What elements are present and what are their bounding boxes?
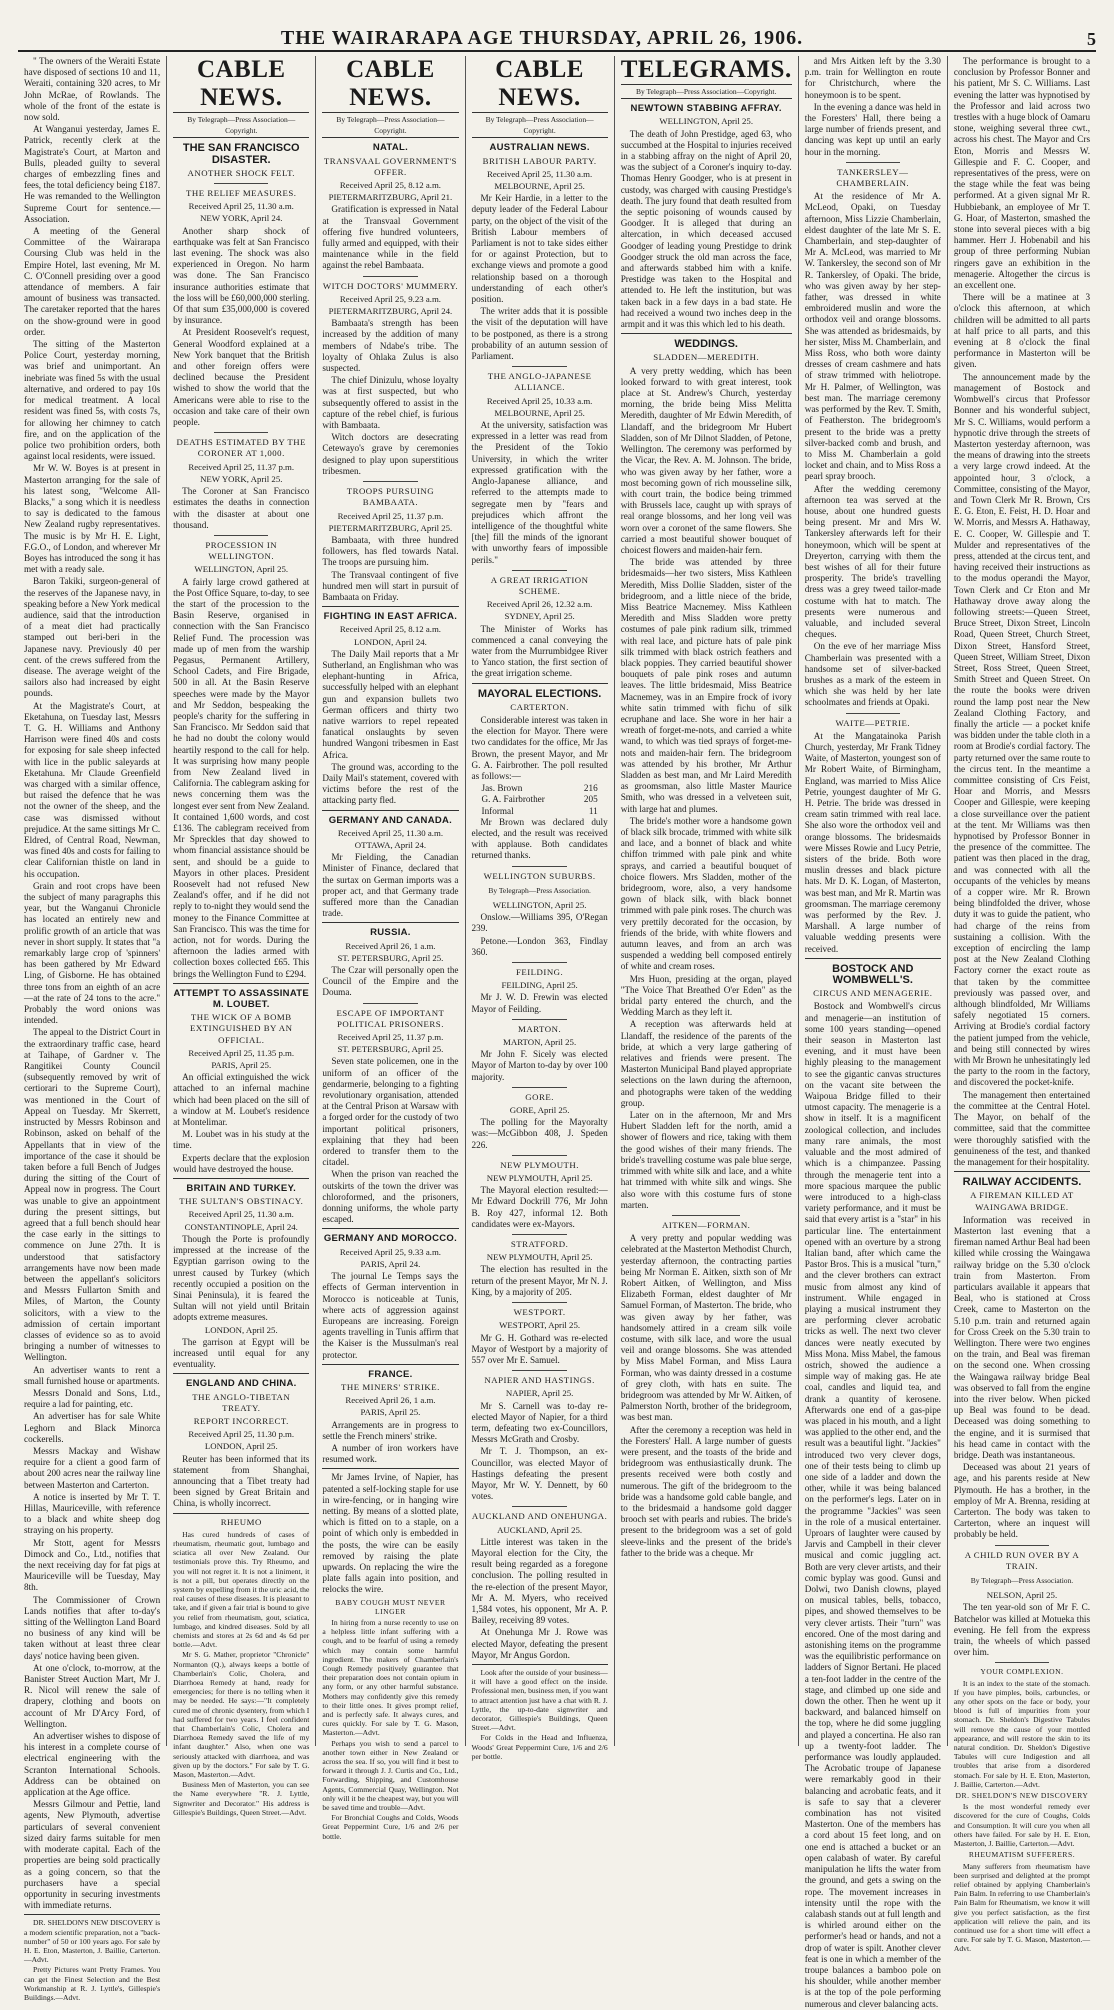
paragraph: The chief Dinizulu, whose loyalty was at first suspected, but who subsequently offered to assist in the capture of the rebel chief, is furious with Bambaata. <box>322 375 459 431</box>
placeline: SYDNEY, April 25. <box>504 611 575 622</box>
paragraph: An advertiser wants to rent a small furnished house or apartments. <box>24 1364 161 1386</box>
paragraph: Mrs Huon, presiding at the organ, played "The Voice That Breathed O'er Eden" as the bridal party entered the church, and the Wedding March as they left it. <box>620 973 792 1018</box>
article-heading: THE SAN FRANCISCO DISASTER. <box>182 142 300 166</box>
paragraph: Petone.—London 363, Findlay 360. <box>471 935 608 957</box>
page-number: 5 <box>1087 29 1096 49</box>
paragraph: After the wedding ceremony afternoon tea was served at the house, about one hundred guests being present. Mr and Mrs W. Tankersley afterwards left for their honeymoon, which will be spent at Dreyerton, carrying with them the best wishes of all for their future prosperity. The bride's travelling dress was a grey tweed tailor-made costume with hat to match. The presents were numerous and valuable, and included several cheques. <box>804 483 941 640</box>
dateline: Received April 25, 11.30 a.m. <box>188 1209 294 1220</box>
column-cable-news-1 <box>167 56 316 1817</box>
paragraph: The Transvaal contingent of five hundred men will start in pursuit of Bambaata on Friday. <box>322 569 459 602</box>
placeline: CONSTANTINOPLE, April 24. <box>184 1221 298 1232</box>
article-heading: GERMANY AND CANADA. <box>328 814 453 826</box>
placeline: WELLINGTON, April 25. <box>194 564 289 575</box>
byline: By Telegraph—Press Association. <box>970 1576 1074 1586</box>
dateline: Received April 25, 11.37 p.m. <box>188 461 295 472</box>
column-weddings-circus <box>799 56 948 2009</box>
paragraph: An official extinguished the wick attached to an infernal machine which had been placed on the sill of a window at M. Loubet's residence at Montelimar. <box>173 1072 310 1128</box>
advert-heading: YOUR COMPLEXION. <box>980 1667 1064 1677</box>
paragraph: The announcement made by the management of Bostock and Wombwell's circus that Professor Bonner and his wonderful subject, Mr S. C. Williams, would perform a hypnotic drive through the streets of Masterton yesterday afternoon, was the means of drawing into the streets a very large crowd indeed. At the appointed hour, 3 o'clock, a Committee, consisting of the Mayor, and Town Clerk Mr R. Brown, Crs E. G. Eton, E. Feist, H. D. Hoar and W. Morris, and Messrs A. Hathaway, E. C. Cooper, W. Gillespie and T. Mulder and representatives of the press, attended at the circus tent, and having received their instructions as to the modus operandi the Mayor, Town Clerk and Cr Eton and Mr Hathaway drove away along the following streets:—Queen Street, Bruce Street, Dixon Street, Lincoln Road, Queen Street, Church Street, Dixon Street, Hansford Street, Queen Street, William Street, Dixon Street, Ross Street, Queen Street, Smith Street and Queen Street. On the route the books were driven round the lamp post near the New Zealand Clothing Factory, and finally the article — a pocket knife was bidden under the table cloth in a room at Brodie's cordial factory. The party returned over the same route to the circus tent. In the meantime a committee consisting of Crs Feist, Hoar and Morris, and Messrs Cooper and Gillespie, were keeping a close surveillance over the patient at the tent. Mr Williams was then hypnotised by Professor Bonner in the presence of the committee. The patient was then placed in the drag, and was connected with all the occupants of the vehicles by means of a copper wire. Mr R. Brown being blindfolded the driver, whose duty it was to guide the patient, who had charge of the reins from sustaining a collision. With the exception of encircling the lamp post at the New Zealand Clothing Factory corner the exact route as that taken by the committee previously was passed over, and although blindfolded, Mr Williams safely negotiated 15 corners. Arriving at Brodie's cordial factory the patient jumped from the vehicle, and being still connected by wires with Mr Brown he unhesitatingly led the party to the room in the factory, and discovered the pocket-knife. <box>953 371 1091 1088</box>
masthead <box>18 16 1096 52</box>
paragraph: The sitting of the Masterton Police Court, yesterday morning, was brief and unimportant. An inebriate was fined 5s with the usual alternative, and ordered to pay 10s for medical treatment. A local resident was fined 5s, with costs 7s, for allowing her chimney to catch fire, and on the application of the police two prohibition orders, both against local residents, were issued. <box>24 339 161 462</box>
subheading: AUCKLAND AND ONEHUNGA. <box>471 1511 608 1522</box>
placeline: NEW YORK, April 25. <box>200 473 283 484</box>
placeline: PIETERMARITZBURG, April 25. <box>328 522 453 533</box>
subheading: NAPIER AND HASTINGS. <box>484 1375 595 1386</box>
subheading: THE ANGLO-JAPANESE ALLIANCE. <box>487 371 592 393</box>
subheading: THE RELIEF MEASURES. <box>186 188 297 199</box>
paragraph: A very pretty wedding, which has been looked forward to with great interest, took place at St. Andrew's Church, yesterday morning, the bride being Miss Melitta Meredith, daughter of Mr Edwin Meredith, of Llandaff, and the bridegroom Mr Hubert Sladden, son of Mr Dilnot Sladden, of Petone, Wellington. The ceremony was performed by the Vicar, the Rev. A. M. Johnson. The bride, who was given away by her father, wore a most becoming gown of rich mousseline silk, with court train, the bodice being trimmed with Brussels lace, caught up with sprays of real orange blossoms, and her long veil was worn over a coronet of the same flowers. She carried a most beautiful shower bouquet of choicest flowers and maiden-hair fern. <box>620 365 792 555</box>
paragraph: At one o'clock, to-morrow, at the Banister Street Auction Mart, Mr J. R. Nicol will renew the sale of drapery, clothing and boots on account of Mr D'Arcy Ford, of Wellington. <box>24 1662 161 1729</box>
paragraph: At President Roosevelt's request, General Woodford explained at a New York banquet that the British and other foreign offers were declined because the President wished to show the world that the Americans were able to rise to the occasion and take care of their own people. <box>173 327 310 428</box>
subheading: BRITISH LABOUR PARTY. <box>482 155 597 166</box>
paragraph: The polling for the Mayoralty was:—McGibbon 408, J. Speden 226. <box>471 1117 608 1150</box>
dateline: Received April 25, 9.33 a.m. <box>339 1246 441 1257</box>
article-heading: RAILWAY ACCIDENTS. <box>962 1176 1082 1189</box>
subheading: THE MINERS' STRIKE. <box>341 1381 440 1392</box>
dateline: Received April 26, 1 a.m. <box>345 940 436 951</box>
placeline: WESTPORT, April 25. <box>499 1320 581 1331</box>
section-banner: TELEGRAMS. <box>620 56 792 83</box>
subheading: A CHILD RUN OVER BY A TRAIN. <box>964 1549 1080 1571</box>
subheading: AITKEN—FORMAN. <box>662 1219 751 1230</box>
paragraph: The bride was attended by three bridesmaids—her two sisters, Miss Kathleen Meredith, Miss Dollie Sladden, sister of the bridegroom, and a little niece of the bride, Miss Beatrice Macnemey. Miss Kathleen Meredith and Miss Sladden wore pretty costumes of pale pink radium silk, trimmed with real lace, and picture hats of pale pink silk trimmed with black ostrich feathers and black poppies. They carried beautiful shower bouquets of pale pink roses and autumn leaves. The little bridesmaid, Miss Beatrice Macnemey, was in an Empire frock of ivory white satin trimmed with fichu of silk ecruphane and lace. She wore in her hair a wreath of forget-me-nots, and carried a white wand, to which was tied sprays of forget-me-nots and maiden-hair fern. The bridegroom was attended by his brother, Mr Arthur Sladden as best man, and Mr Laird Meredith as groomsman, also little Master Maurice Smith, who was dressed in a velveteen suit, with large hat and plumes. <box>620 557 792 814</box>
placeline: NAPIER, April 25. <box>505 1388 574 1399</box>
article-heading: GERMANY AND MOROCCO. <box>323 1233 458 1245</box>
advert: DR. SHELDON'S NEW DISCOVERY is a modern scientific preparation, not a "back-number" of 50 or 100 years ago. For sale by H. E. Eton, Masterton, J. Baillie, Carterton.—Advt. <box>24 1918 161 1965</box>
subheading: MARTON. <box>518 1023 562 1034</box>
section-banner: CABLE NEWS. <box>173 56 309 113</box>
subheading: TRANSVAAL GOVERNMENT'S OFFER. <box>323 155 457 177</box>
subheading: TROOPS PURSUING BAMBAATA. <box>346 486 435 508</box>
byline: By Telegraph—Press Association—Copyright. <box>322 113 458 138</box>
paragraph: When the prison van reached the outskirts of the town the driver was chloroformed, and the prisoners, donning uniforms, the whole party escaped. <box>322 1169 459 1225</box>
placeline: LONDON, April 25. <box>204 1324 278 1335</box>
byline: By Telegraph—Press Association—Copyright. <box>472 113 608 138</box>
paragraph: Reuter has been informed that its statement from Shanghai, announcing that a Tibet treaty had been signed by Great Britain and China, is wholly incorrect. <box>173 1453 310 1509</box>
subheading: ANOTHER SHOCK FELT. <box>187 167 295 178</box>
paragraph: An advertiser wishes to dispose of his interest in a complete course of electrical engineering with the Scranton International Schools. Address can be obtained on application at the Age office. <box>24 1731 161 1798</box>
advert-heading: RHEUMATISM SUFFERERS. <box>968 1850 1076 1860</box>
poll-row <box>482 794 598 805</box>
placeline: LONDON, April 25. <box>204 1441 278 1452</box>
paragraph: Arrangements are in progress to settle the French miners' strike. <box>322 1419 459 1441</box>
paragraph: The Daily Mail reports that a Mr Sutherland, an Englishman who was elephant-hunting in Africa, successfully helped with an elephant gun and expansion bullets two German officers and thirty two native warriors to repel repeated fanatical onslaughts by seven hundred Wangoni tribesmen in East Africa. <box>322 648 459 760</box>
advert: Look after the outside of your business—it will have a good effect on the inside. Professional men, business men, if you want to attract attention just have a chat with R. J. Lyttle, the up-to-date signwriter and decorator, Gillespie's Buildings, Queen Street.—Advt. <box>471 1667 608 1733</box>
advert-heading: DR. SHELDON'S NEW DISCOVERY <box>955 1791 1089 1801</box>
advert: Business Men of Masterton, you can see the Name everywhere "R. J. Lyttle, Signwriter and Decorator." His address is Gillespie's Buildings, Queen Street.—Advt. <box>173 1780 310 1817</box>
dateline: Received April 25, 10.33 a.m. <box>486 395 593 406</box>
dateline: Received April 25, 8.12 a.m. <box>339 624 441 635</box>
dateline: Received April 25, 8.12 a.m. <box>339 180 441 191</box>
placeline: MELBOURNE, April 25. <box>494 407 585 418</box>
placeline: NEW PLYMOUTH, April 25. <box>486 1252 593 1263</box>
paragraph: Mr Fielding, the Canadian Minister of Finance, declared that the surtax on German imports was a proper act, and that Germany trade suffered more than the Canadian trade. <box>322 852 459 919</box>
poll-candidate: Informal <box>481 805 514 816</box>
placeline: PIETERMARITZBURG, April 21. <box>328 192 453 203</box>
article-heading: RUSSIA. <box>370 927 411 939</box>
subheading: WELLINGTON SUBURBS. <box>483 870 596 881</box>
article-heading: FRANCE. <box>368 1368 413 1380</box>
article-heading: ENGLAND AND CHINA. <box>185 1378 297 1390</box>
advert: Many sufferers from rheumatism have been surprised and delighted at the prompt relief obtained by applying Chamberlain's Pain Balm. In referring to use Chamberlain's Pain Balm for Rheumatism, we know it will give you perfect satisfaction, as the first application will relieve the pain, and its continued use for a short time will effect a cure. For sale by T. G. Mason, Masterton.—Advt. <box>953 1861 1091 1954</box>
subheading: NEW PLYMOUTH. <box>500 1159 579 1170</box>
placeline: NEW YORK, April 24. <box>200 213 283 224</box>
subheading: WITCH DOCTORS' MUMMERY. <box>322 280 459 291</box>
subheading: THE SULTAN'S OBSTINACY. <box>179 1196 304 1207</box>
placeline: NEW PLYMOUTH, April 25. <box>486 1173 593 1184</box>
article-heading: ATTEMPT TO ASSASSINATE M. LOUBET. <box>173 987 310 1011</box>
paragraph: Experts declare that the explosion would have destroyed the house. <box>173 1152 310 1174</box>
masthead-title: THE WAIRARAPA AGE THURSDAY, APRIL 26, 1906. <box>280 27 804 49</box>
paragraph: Information was received in Masterton last evening that a fireman named Arthur Beal had been killed while crossing the Waingawa railway bridge on the 5.30 o'clock train from Masterton. From particulars available it appears that Beal, who is stationed at Cross Creek, came to Masterton on the 5.10 p.m. train and returned again for Cross Creek on the 5.30 train to Wellington. There were two engines on the train, and Beal was fireman on the second one. When crossing the Waingawa railway bridge Beal was observed to fall from the engine into the river below. When picked up Beal was found to be dead. Deceased was doing something to the engine, and it is surmised that his head came in contact with the bridge. Death was instantaneous. <box>953 1214 1091 1460</box>
paragraph: A fairly large crowd gathered at the Post Office Square, to-day, to see the start of the procession to the Basin Reserve, organised in connection with the San Francisco Relief Fund. The procession was made up of men from the warship Pegasus, Permanent Artillery, School Cadets, and Fire Brigade, 500 in all. At the Basin Reserve speeches were made by the Mayor and Mr Seddon, bespeaking the people's charity for the suffering in San Francisco. Mr Seddon said that he had no doubt the colony would heartily respond to the call for help. It was surprising how many people from New Zealand lived in California. The cablegram asking for news concerning them was the longest ever sent from New Zealand. It contained 1,600 words, and cost £136. The cablegram received from Mr Spreckles that day showed to whom financial assistance should be sent, and should be a guide to Mayors in other places. President Roosevelt had not refused New Zealand's offer, and if he did not reply to to-night they would send the money to the Finance Committee at San Francisco. This was the time for action, not for words. During the afternoon the ladies armed with collection boxes collected £65. This brings the Wellington Fund to £294. <box>173 576 310 979</box>
paragraph: The appeal to the District Court in the extraordinary traffic case, heard at Taihape, of Gardner v. The Rangitikei County Council (subsequently removed by writ of certiorari to the Supreme Court), was mentioned in the Court of Appeal on Tuesday. Mr Skerrett, instructed by Messrs Robinson and Robinson, asked on behalf of the Appellants that in view of the importance of the case it should be taken before a full Bench of Judges during the sitting of the Court of Appeal now in progress. The Court was unable to give an appointment during the present sittings, but agreed that a full bench should hear the case early in the sittings to commence on June 27th. It is understood that satisfactory arrangements have now been made between the appellant's solicitors and Messrs Fullarton Smith and Miles, of Marton, the County solicitors, with a view to the admission of certain important classes of evidence so as to avoid bringing a number of witnesses to Wellington. <box>24 1027 161 1363</box>
placeline: FEILDING, April 25. <box>501 980 578 991</box>
paragraph: At Onehunga Mr J. Rowe was elected Mayor, defeating the present Mayor, Mr Angus Gordon. <box>471 1627 608 1660</box>
placeline: MELBOURNE, April 25. <box>494 181 585 192</box>
placeline: ST. PETERSBURG, April 25. <box>337 952 444 963</box>
paragraph: " The owners of the Weraiti Estate have disposed of sections 10 and 11, Weraiti, containing 320 acres, to Mr John McRae, of Rowlands. The whole of the front of the estate is now sold. <box>24 56 161 123</box>
paragraph: Mr W. W. Boyes is at present in Masterton arranging for the sale of his latest song, "Welcome All-Blacks," a song which it is needless to say is dedicated to the famous New Zealand rugby representatives. The music is by Mr H. E. Light, F.G.O., of London, and wherever Mr Boyes has introduced the song it has met with a ready sale. <box>24 463 161 575</box>
subheading: WAITE—PETRIE. <box>835 717 911 728</box>
dateline: Received April 25, 11.37 p.m. <box>337 1032 444 1043</box>
placeline: WELLINGTON, April 25. <box>492 900 587 910</box>
subheading: A FIREMAN KILLED AT WAINGAWA BRIDGE. <box>970 1190 1074 1212</box>
dateline: Received April 26, 12.32 a.m. <box>486 599 593 610</box>
article-heading: NATAL. <box>372 142 409 154</box>
poll-votes: 205 <box>583 794 598 805</box>
paragraph: The management then entertained the committee at the Central Hotel. The Mayor, on behalf of the committee, said that the committee were thoroughly satisfied with the genuineness of the test, and thanked the management for their hospitality. <box>953 1089 1091 1167</box>
subheading: A GREAT IRRIGATION SCHEME. <box>490 574 589 596</box>
advert: Perhaps you wish to send a parcel to another town either in New Zealand or across the sea. If so, you will find it best to forward it through J. J. Curtis and Co., Ltd., Forwarding, Shipping, and Customhouse Agents, Commercial Quay, Wellington. Not only will it be the cheapest way, but you will be saved time and trouble—Advt. <box>322 1738 459 1813</box>
paragraph: Mr John F. Sicely was elected Mayor of Marton to-day by over 100 majority. <box>471 1049 608 1082</box>
paragraph: Messrs Donald and Sons, Ltd., require a lad for painting, etc. <box>24 1387 161 1410</box>
paragraph: The garrison at Egypt will be increased until equal for any eventuality. <box>173 1336 310 1370</box>
dateline: Received April 26, 1 a.m. <box>345 1395 436 1406</box>
paragraph: Deceased was about 21 years of age, and his parents reside at New Plymouth. He has a brother, in the employ of Mr A. Brenna, residing at Carterton. The body was taken to Carterton, where an inquest will probably be held. <box>953 1462 1091 1540</box>
local-news-paragraphs <box>24 56 160 1911</box>
paragraph: Mr G. H. Gothard was re-elected Mayor of Westport by a majority of 557 over Mr E. Samuel. <box>471 1332 608 1365</box>
paragraph: Later on in the afternoon, Mr and Mrs Hubert Sladden left for the north, amid a shower of flowers and rice, taking with them the good wishes of their many friends. The bride's travelling costume was pale blue serge, trimmed with white silk and lace, and a white hat trimmed with white silk and wings. She also wore with this costume furs of stone marten. <box>620 1110 792 1210</box>
paragraph: The ground was, according to the Daily Mail's statement, covered with victims before the rest of the attacking party fled. <box>322 761 459 806</box>
placeline: LONDON, April 24. <box>354 636 427 647</box>
paragraph: Witch doctors are desecrating Cetewayo's grave by ceremonies designed to play upon superstitious tribesmen. <box>322 432 459 476</box>
dateline: Received April 25, 11.35 p.m. <box>188 1047 295 1058</box>
paragraph: A number of iron workers have resumed work. <box>322 1442 459 1465</box>
paragraph: A very pretty and popular wedding was celebrated at the Masterton Methodist Church, yesterday afternoon, the contracting parties being Mr Norman E. Aitken, sixth son of Mr Robert Aitken, of Wellington, and Miss Elizabeth Forman, eldest daughter of Mr Samuel Forman, of Masterton. The bride, who was given away by her father, was handsomely attired in a cream silk voile costume, with silk lace, and wore the usual veil and orange blossoms. She was attended by Miss Mabel Forman, and Miss Laura Forman, who was dainty dressed in a costume of grey cloth, with hats en suite. The bridegroom was attended by Mr W. Aitken, of Palmerston North, brother of the bridegroom, was best man. <box>620 1233 792 1423</box>
placeline: PARIS, April 25. <box>360 1407 421 1418</box>
paragraph: A meeting of the General Committee of the Wairarapa Coursing Club was held in the Empire Hotel, last evening, Mr M. C. O'Connell presiding over a good attendance of members. A fair amount of business was transacted. The caretaker reported that the hares on the show-ground were in good order. <box>24 226 161 337</box>
paragraph: Mr Stott, agent for Messrs Dimock and Co., Ltd., notifies that the next receiving day for fat pigs at Mauriceville will be Tuesday, May 8th. <box>24 1537 161 1593</box>
subheading: GORE. <box>525 1091 554 1102</box>
advert: Mr S. G. Mather, proprietor "Chronicle" Normanton (Q.), always keeps a bottle of Chamberlain's Colic, Cholera, and Diarrhoea Remedy at hand, ready for emergencies; for there is no telling when it may be needed. He says:—"It completely cured me of chronic dysentery, from which I had suffered for two years. I feel confident that Chamberlain's Colic, Cholera and Diarrhoea Remedy saved the life of my infant daughter." Also, when one was seriously attacked with diarrhoea, and was given up by the doctors." For sale by T. G. Mason, Masterton.—Advt. <box>173 1650 310 1780</box>
subheading: THE ANGLO-TIBETAN TREATY. <box>192 1391 291 1413</box>
paragraph: At the university, satisfaction was expressed in a letter was read from the President of the Tokio University, in which the writer expressed gratification with the Anglo-Japanese alliance, and referred to the attempts made to segregate men by "fears and prejudices which affront the intelligence of the thoughtful white [the] fill the minds of the ignorant with unworthy fears of impossible perils." <box>471 420 608 565</box>
paragraph: Little interest was taken in the Mayoral election for the City, the result being regarded as a foregone conclusion. The polling resulted in the re-election of the present Mayor, Mr A. M. Myers, who received 1,584 votes, his opponent, Mr A. P. Bailey, receiving 89 votes. <box>471 1536 608 1626</box>
paragraph: The performance is brought to a conclusion by Professor Bonner and his patient, Mr S. C. Williams. Last evening the latter was hypnotised by the Professor and laid across two trestles with a huge block of Oamaru stone, weighing several three cwt., across his chest. The Mayor and Crs Eton, Morris and Messrs W. Gillespie and F. C. Cooper, and representatives of the press, were on the stage while the feat was being performed. At a given signal Mr R. Hubbiebank, an employee of Mr T. G. Hoar, of Masterton, smashed the stone into several pieces with a big hammer. Herr J. Hobenabil and his group of three performing Nubian ringers gave an exhibition in the menagerie. Altogether the circus is an excellent one. <box>953 56 1091 291</box>
paragraph: Mr T. J. Thompson, an ex-Councillor, was elected Mayor of Hastings defeating the present Mayor, Mr W. Y. Dennett, by 60 votes. <box>471 1446 608 1502</box>
advert: It is an index to the state of the stomach. If you have pimples, boils, carbuncles, or any other spots on the face or body, your blood is full of impurities from your stomach. Dr. Sheldon's Digestive Tabules will remove the cause of your mottled appearance, and will restore the skin to its natural condition. Dr. Sheldon's Digestive Tabules will cure Indigestion and all troubles that arise from a disordered stomach. For sale by H. E. Eton, Masterton, J. Baillie, Carterton.—Advt. <box>953 1678 1091 1789</box>
columns <box>18 56 1096 2009</box>
dateline: Received April 25, 11.37 p.m. <box>337 510 444 521</box>
placeline: PARIS, April 24. <box>360 1258 421 1269</box>
placeline: NELSON, April 25. <box>986 1590 1058 1601</box>
paragraph: Bambaata's strength has been increased by the addition of many members of Ndabe's tribe. The loyalty of Ohlaka Zulus is also suspected. <box>322 318 459 374</box>
poll-row <box>482 806 598 817</box>
poll-row <box>482 783 598 794</box>
placeline: PARIS, April 25. <box>211 1060 272 1071</box>
paragraph: Mr S. Carnell was to-day re-elected Mayor of Napier, for a third term, defeating two ex-Councillors, Messrs McGrath and Crosby. <box>471 1400 608 1445</box>
poll-candidate: G. A. Fairbrother <box>481 794 545 805</box>
dateline: Received April 25, 11.30 a.m. <box>188 201 294 212</box>
paragraph: The writer adds that it is possible the visit of the deputation will have to be postponed, as there is a strong probability of an autumn session of Parliament. <box>471 306 608 362</box>
dateline: Received April 25, 9.23 a.m. <box>339 293 441 304</box>
paragraph: Mr Keir Hardie, in a letter to the deputy leader of the Federal Labour party, on the object of the visit of the British Labour members of Parliament is not to take sides either for or against Protection, but to exchange views and promote a good relationship based on a thorough understanding of each other's position. <box>471 193 608 305</box>
paragraph: At the Mangatainoka Parish Church, yesterday, Mr Frank Tidney Waite, of Masterton, youngest son of Mr Robert Waite, of Birmingham, England, was married to Miss Alice Petrie, youngest daughter of Mr G. H. Petrie. The bride was dressed in cream satin trimmed with real lace. She also wore the orthodox veil and orange blossoms. The bridesmaids were Misses Rowie and Lucy Petrie, sisters of the bride. Both wore muslin dresses and black picture hats. Mr D. K. Logan, of Masterton, was best man, and Mr R. Martin was groomsman. The marriage ceremony was performed by the Rev. J. Marshall. A large number of valuable wedding presents were received. <box>804 730 941 954</box>
column-local-news <box>18 56 167 2002</box>
subheading: REPORT INCORRECT. <box>193 1415 289 1426</box>
placeline: AUCKLAND, April 25. <box>497 1524 583 1535</box>
poll-candidate: Jas. Brown <box>481 783 523 794</box>
dateline: Received April 25, 11.30 p.m. <box>188 1429 295 1440</box>
paragraph: Gratification is expressed in Natal at the Transvaal Government offering five hundred volunteers, fully armed and equipped, with their maintenance while in the field against the rebel Bambaata. <box>322 204 459 271</box>
paragraph: After the ceremony a reception was held in the Foresters' Hall. A large number of guests were present, and the toasts of the bride and bridegroom was enthusiastically drunk. The presents received were both costly and numerous. The gift of the bridegroom to the bride was a handsome gold cable bangle, and to the bridesmaid a handsome gold dagger brooch set with pearls and rubies. The bride's present to the bridegroom was a set of gold sleeve-links and the present of the bride's father to the bride was a cheque. Mr <box>620 1424 792 1558</box>
paragraph: On the eve of her marriage Miss Chamberlain was presented with a handsome set of silver-backed brushes as a mark of the esteem in which she was held by her late schoolmates and friends at Opaki. <box>804 641 941 708</box>
article-heading: BRITAIN AND TURKEY. <box>186 1183 297 1195</box>
article-heading: BOSTOCK AND WOMBWELL'S. <box>832 962 914 987</box>
byline: By Telegraph—Press Association—Copyright. <box>173 113 309 138</box>
placeline: MARTON, April 25. <box>503 1037 577 1048</box>
subheading: SLADDEN—MEREDITH. <box>653 352 760 363</box>
placeline: PIETERMARITZBURG, April 24. <box>328 306 453 317</box>
paragraph: Onslow.—Williams 395, O'Regan 239. <box>471 912 608 934</box>
column-cable-news-3 <box>466 56 615 1761</box>
advert: Has cured hundreds of cases of rheumatism, rheumatic gout, lumbago and sciatica all over New Zealand. Our testimonials prove this. Try Rheumo, and you will not regret it. It is not a liniment, it is not a pill, but operates directly on the system by expelling from it the uric acid, the real causes of these diseases. It is pleasant to take, and if given a fair trial is bound to give you relief from rheumatism, gout, sciatica, lumbago, and kindred diseases. Sold by all chemists and stores at 2s 6d and 4s 6d per bottle.—Advt. <box>173 1529 310 1650</box>
paragraph: Bambaata, with three hundred followers, has fled towards Natal. The troops are pursuing him. <box>322 534 459 568</box>
paragraph: There will be a matinee at 3 o'clock this afternoon, at which children will be admitted to all parts at half price to all parts, and this evening at 8 o'clock the final performance in Masterton will be given. <box>953 292 1091 370</box>
paragraph: The Mayoral election resulted:—Mr Edward Dockrill 776, Mr John B. Roy 427, informal 12. Both candidates were ex-Mayors. <box>471 1185 608 1229</box>
paragraph: The election has resulted in the return of the present Mayor, Mr N. J. King, by a majority of 205. <box>471 1264 608 1297</box>
section-banner: CABLE NEWS. <box>472 56 608 113</box>
paragraph: The Commissioner of Crown Lands notifies that after to-day's sitting of the Wellington Land Board no business of any kind will be taken without at least three clear days' notice having been given. <box>24 1594 161 1661</box>
paragraph: Considerable interest was taken in the election for Mayor. There were two candidates for the office, Mr Jas Brown, the present Mayor, and Mr G. A. Fairbrother. The poll resulted as follows:— <box>471 714 608 781</box>
column-cable-news-2 <box>316 56 465 1841</box>
paragraph: M. Loubet was in his study at the time. <box>173 1129 310 1151</box>
paragraph: The journal Le Temps says the effects of German intervention in Morocco is noticeable at Tunis, where acts of aggression against Europeans are increasing. Foreign agents travelling in Tunis affirm that the Kaiser is the Mussulman's real protector. <box>322 1271 459 1360</box>
advert: For Bronchial Coughs and Colds, Woods Great Peppermint Cure, 1/6 and 2/6 per bottle. <box>322 1813 459 1841</box>
placeline: ST. PETERSBURG, April 25. <box>337 1044 444 1055</box>
paragraph: Another sharp shock of earthquake was felt at San Francisco last evening. The shock was also experienced in Oregon. No harm was done. The San Francisco insurance authorities estimate that the loss will be £60,000,000 sterling. Of that sum £35,000,000 is covered by insurance. <box>173 225 310 326</box>
paragraph: The ten year-old son of Mr F. C. Batchelor was killed at Motueka this evening. He fell from the express train, the wheels of which passed over him. <box>953 1602 1091 1658</box>
advert-heading: BABY COUGH MUST NEVER LINGER <box>335 1597 446 1616</box>
placeline: WELLINGTON, April 25. <box>659 116 754 127</box>
column-telegrams <box>615 56 799 1746</box>
byline: By Telegraph—Press Association. <box>488 885 591 895</box>
article-heading: NEWTOWN STABBING AFFRAY. <box>630 103 782 115</box>
paragraph: The Coroner at San Francisco estimates the deaths in connection with the disaster at about one thousand. <box>173 486 310 530</box>
subheading: TANKERSLEY—CHAMBERLAIN. <box>836 166 910 189</box>
paragraph: Messrs Gilmour and Pettie, land agents, New Plymouth, advertise particulars of several convenient sized dairy farms suitable for men with moderate capital. Each of the properties are being sold practically as a going concern, so that the purchasers have a special opportunity in securing investments with immediate returns. <box>24 1799 161 1911</box>
subheading: CIRCUS AND MENAGERIE. <box>813 988 933 999</box>
article-heading: MAYORAL ELECTIONS. <box>477 687 602 700</box>
paragraph: and Mrs Aitken left by the 3.30 p.m. train for Wellington en route for Christchurch, where the honeymoon is to be spent. <box>804 56 941 100</box>
paragraph: Mr James Irvine, of Napier, has patented a self-locking staple for use in wire-fencing, or in hanging wire netting. By means of a slotted plate, which is fitted on to a staple, on a point of which only is embedded in the posts, the wire can be easily removed by raising the plate upwards. On replacing the wire the plate falls again into position, and relocks the wire. <box>322 1472 459 1595</box>
paragraph: At the Magistrate's Court, at Eketahuna, on Tuesday last, Messrs T. G. H. Williams and Anthony Harrison were fined 40s and costs for exposing for sale sheep infected with lice in the public saleyards at Eketahuna. Mr Claude Greenfield was charged with a similar offence, but raised the defence that he was not the owner of the sheep, and the case was dismissed without prejudice. At the same sittings Mr C. Eldred, of Central Road, Newman, was fined 40s and costs for failing to clear Californian thistle on land in his occupation. <box>24 700 161 879</box>
subheading: ESCAPE OF IMPORTANT POLITICAL PRISONERS. <box>336 1007 445 1029</box>
paragraph: The Czar will personally open the Council of the Empire and the Douma. <box>322 965 459 998</box>
paragraph: Bostock and Wombwell's circus and menagerie—an institution of some 100 years standing—opened their season in Masterton last evening, and it must have been highly pleasing to the management to see the gigantic canvas structures on the vacant site between the Waipoua Bridge filled to their utmost capacity. The menagerie is a show in itself. It is a magnificent zoological collection, and includes many rare animals, the most valuable and the most admired of which is a chimpanzee. Passing through the menagerie tent into a more spacious marquee the public were introduced to a high-class variety performance, and it must be said that every artist is a "star" in his particular line. The entertainment opened with an overture by a strong Italian band, after which came the Pastor Bros. This is a musical "turn," and the clever brothers can extract music from almost any kind of instrument. While engaged in playing a musical instrument they are performing clever acrobatic tricks as well. The next two clever dances were neatly executed by Miss Mona. Miss Mabel, the famous ostrich, showed the audience a simple way of making gas. He ate coal, candles and liquid tea, and drank a quantity of kerosene. Afterwards one end of a gas-pipe was placed in his mouth, and a light was applied to the other end, and the result was a beautiful light. "Jackies" introduced two very clever dogs, one of their tests being to climb up one side of a ladder and down the other, while it was being balanced on the performer's legs. Later on in the programme "Jackies" was seen in the role of a musical entertainer. Uproars of laughter were caused by Jarvis and Campbell in their clever musical and comic juggling act. Both are very clever artists, and their comic byplay was good. Gunsi and Dolwi, two Danish clowns, played on musical tables, bells, tobacco, pipes, and showed themselves to be very clever artists. Their "turn" was encored. One of the most daring and astonishing items on the programme was the equilibristic performance on ladders of Signor Bertani. He placed a ten-foot ladder in the centre of the stage, and climbed up one side and down the other. Then he went up it backward, and balanced himself on the top, where he did some juggling and played a concertina. He also ran up a twenty-foot ladder. The performance was loudly applauded. The Acrobatic troupe of Japanese were remarkably good in their balancing and acrobatic feats, and it is safe to say that a cleverer combination has not visited Masterton. One of the members has a cord about 15 feet long, and on one end is attached a bucket or an open calabash of water. By careful manipulation he lifts the water from the ground, and gets a swing on the rope. The movement increases in intensity until the rope with the calabash stands out at full length and is whirled around either on the performer's head or hands, and not a drop of water is spilt. Another clever feat is one in which a member of the troupe balances a bamboo pole on his shoulder, while another member is at the top of the pole performing numerous and clever balancing acts. <box>804 1001 941 2009</box>
paragraph: Mr Brown was declared duly elected, and the result was received with applause. Both candidates returned thanks. <box>471 816 608 861</box>
paragraph: At Wanganui yesterday, James E. Patrick, recently clerk at the Magistrate's Court, at Marton and Bulls, pleaded guilty to several charges of embezzling fines and fees, the total deficiency being £187. He was remanded to the Wellington Supreme Court for sentence.—Association. <box>24 124 161 224</box>
subheading: CARTERTON. <box>510 701 569 712</box>
paragraph: Baron Takiki, surgeon-general of the reserves of the Japanese navy, in speaking before a New York medical audience, said that the introduction of a meat diet had practically stamped out beri-beri in the Japanese navy. Previously 40 per cent. of the crews suffered from the disease. The average weight of the sailors also had increased by eight pounds. <box>24 576 161 699</box>
paragraph: A notice is inserted by Mr T. T. Hillas, Mauriceville, with reference to a black and white sheep dog straying on his property. <box>24 1491 161 1536</box>
subheading: STRATFORD. <box>510 1239 569 1250</box>
paragraph: The bride's mother wore a handsome gown of black silk brocade, trimmed with white silk and lace, and a bonnet of black and white chiffon trimmed with pale pink and white sprays, and carried a beautiful bouquet of choice flowers. Mrs Sladden, mother of the bridegroom, wore, also, a very handsome gown of black silk, with black bonnet trimmed with pale pink roses. The church was very prettily decorated for the occasion, by friends of the bride, with white flowers and autumn leaves, and from an arch was suspended a wedding bell composed entirely of white and cream roses. <box>620 815 792 972</box>
advert-heading: RHEUMO <box>220 1516 262 1527</box>
byline: By Telegraph—Press Association—Copyright. <box>621 85 792 99</box>
advert: In hiring from a nurse recently to use on a helpless little infant suffering with a cough, and to be fearful of using a remedy which may contain some harmful ingredient. The makers of Chamberlain's Cough Remedy positively guarantee that their preparation does not contain opium in any form, or any other harmful substance. Mothers may confidently give this remedy to their little ones. It gives prompt relief, and is perfectly safe. It always cures, and cures quickly. For sale by T. G. Mason, Masterton.—Advt. <box>322 1617 459 1738</box>
placeline: GORE, April 25. <box>509 1105 570 1116</box>
subheading: THE WICK OF A BOMB EXTINGUISHED BY AN OFFICIAL. <box>190 1012 293 1045</box>
section-banner: CABLE NEWS. <box>322 56 458 113</box>
paragraph: The death of John Prestidge, aged 63, who succumbed at the Hospital to injuries received in a stabbing affray on the night of April 20, was the subject of a Coroner's inquiry to-day. Thomas Henry Goodger, who is at present in custody, was charged with causing Prestidge's death. The jury found that death resulted from the septic poisoning of wounds caused by Goodger. It is alleged that during an altercation, in which deceased accused Goodger of leading young Prestidge to drink Goodger struck the old man across the face, and afterwards stabbed him with a knife. Prestidge was taken to the Hospital and attended to. He left the institution, but was taken back in a few days in a bad state. He had received a wound two inches deep in the armpit and it was this which led to his death. <box>620 128 792 330</box>
paragraph: Seven state policemen, one in the uniform of an officer of the gendarmerie, belonging to a fighting revolutionary organisation, attended at the Central Prison at Warsaw with a forged order for the custody of two important political prisoners, explaining that they had been ordered to transfer them to the citadel. <box>322 1056 459 1168</box>
subheading: DEATHS ESTIMATED BY THE CORONER AT 1,000. <box>176 437 307 459</box>
advert: Is the most wonderful remedy ever discovered for the cure of Coughs, Colds and Consumption. It will cure you when all others have failed. For sale by H. E. Eton, Masterton, J. Baillie, Carterton.—Advt. <box>953 1802 1091 1849</box>
paragraph: The Minister of Works has commenced a canal conveying the water from the Murrumbidgee River to Yanco station, the first section of the great irrigation scheme. <box>471 623 608 679</box>
paragraph: In the evening a dance was held in the Foresters' Hall, there being a large number of friends present, and dancing was kept up until an early hour in the morning. <box>804 101 941 157</box>
advert: Pretty Pictures want Pretty Frames. You can get the Finest Selection and the Best Workmanship at R. J. Lyttle's, Gillespie's Buildings.—Advt. <box>24 1965 161 2002</box>
article-heading: WEDDINGS. <box>674 338 738 351</box>
placeline: OTTAWA, April 24. <box>354 839 427 850</box>
paragraph: At the residence of Mr A. McLeod, Opaki, on Tuesday afternoon, Miss Lizzie Chamberlain, eldest daughter of the late Mr S. E. Chamberlain, and step-daughter of Mr A. McLeod, was married to Mr W. Tankersley, the second son of Mr R. Tankersley, of Opaki. The bride, who was given away by her step-father, was dressed in white embroidered muslin and wore the orthodox veil and orange blossoms. She was attended as bridesmaids, by her sister, Miss M. Chamberlain, and Miss Ross, who both wore dainty dresses of cream cashmere and hats of straw trimmed with heliotrope. Mr H. Palmer, of Wellington, was best man. The marriage ceremony was performed by the Rev. T. Smith, of Featherston. The bridegroom's present to the bride was a pretty silver-backed comb and brush, and to Miss M. Chamberlain a gold locket and chain, and to Miss Ross a pearl spray brooch. <box>804 191 941 482</box>
poll-votes: 216 <box>583 783 598 794</box>
article-heading: FIGHTING IN EAST AFRICA. <box>323 611 458 623</box>
poll-votes: 11 <box>588 805 598 816</box>
paragraph: A reception was afterwards held at Llandaff, the residence of the parents of the bride, at which a very large gathering of relatives and friends were present. The Masterton Municipal Band played appropriate selections on the lawn during the afternoon, and photographs were taken of the wedding group. <box>620 1019 792 1108</box>
paragraph: Mr J. W. D. Frewin was elected Mayor of Feilding. <box>471 992 608 1014</box>
dateline: Received April 25, 11.30 a.m. <box>337 827 444 838</box>
subheading: FEILDING. <box>515 967 564 978</box>
paragraph: Though the Porte is profoundly impressed at the increase of the Egyptian garrison owing to the unrest caused by Turkey (which recently occupied a position on the Sinai Peninsula), it is feared the Sultan will not yield until Britain adopts extreme measures. <box>173 1233 310 1323</box>
article-heading: AUSTRALIAN NEWS. <box>489 142 590 154</box>
poll-results <box>472 783 608 817</box>
paragraph: Grain and root crops have been the subject of many paragraphs this year, but the Wanganui Chronicle has located an entirely new and prolific growth of an article that was never in short supply. It states that "a remarkably large crop of 'spinners' has been gathered by Mr Edward Ling, of Gisborne. He has obtained three tons from an eighth of an acre—at the rate of 24 tons to the acre." Probably the word onions was intended. <box>24 880 161 1026</box>
paragraph: An advertiser has for sale White Leghorn and Black Minorca cockerells. <box>24 1411 161 1444</box>
subheading: WESTPORT. <box>513 1307 566 1318</box>
column-circus-railway <box>948 56 1096 1954</box>
subheading: PROCESSION IN WELLINGTON. <box>205 539 278 562</box>
dateline: Received April 25, 11.30 a.m. <box>486 168 593 179</box>
paragraph: Messrs Mackay and Wishaw require for a client a good farm of about 200 acres near the railway line between Masterton and Carterton. <box>24 1445 161 1490</box>
advert: For Colds in the Head and Influenza, Woods' Great Peppermint Cure, 1/6 and 2/6 per bottle. <box>471 1733 608 1761</box>
